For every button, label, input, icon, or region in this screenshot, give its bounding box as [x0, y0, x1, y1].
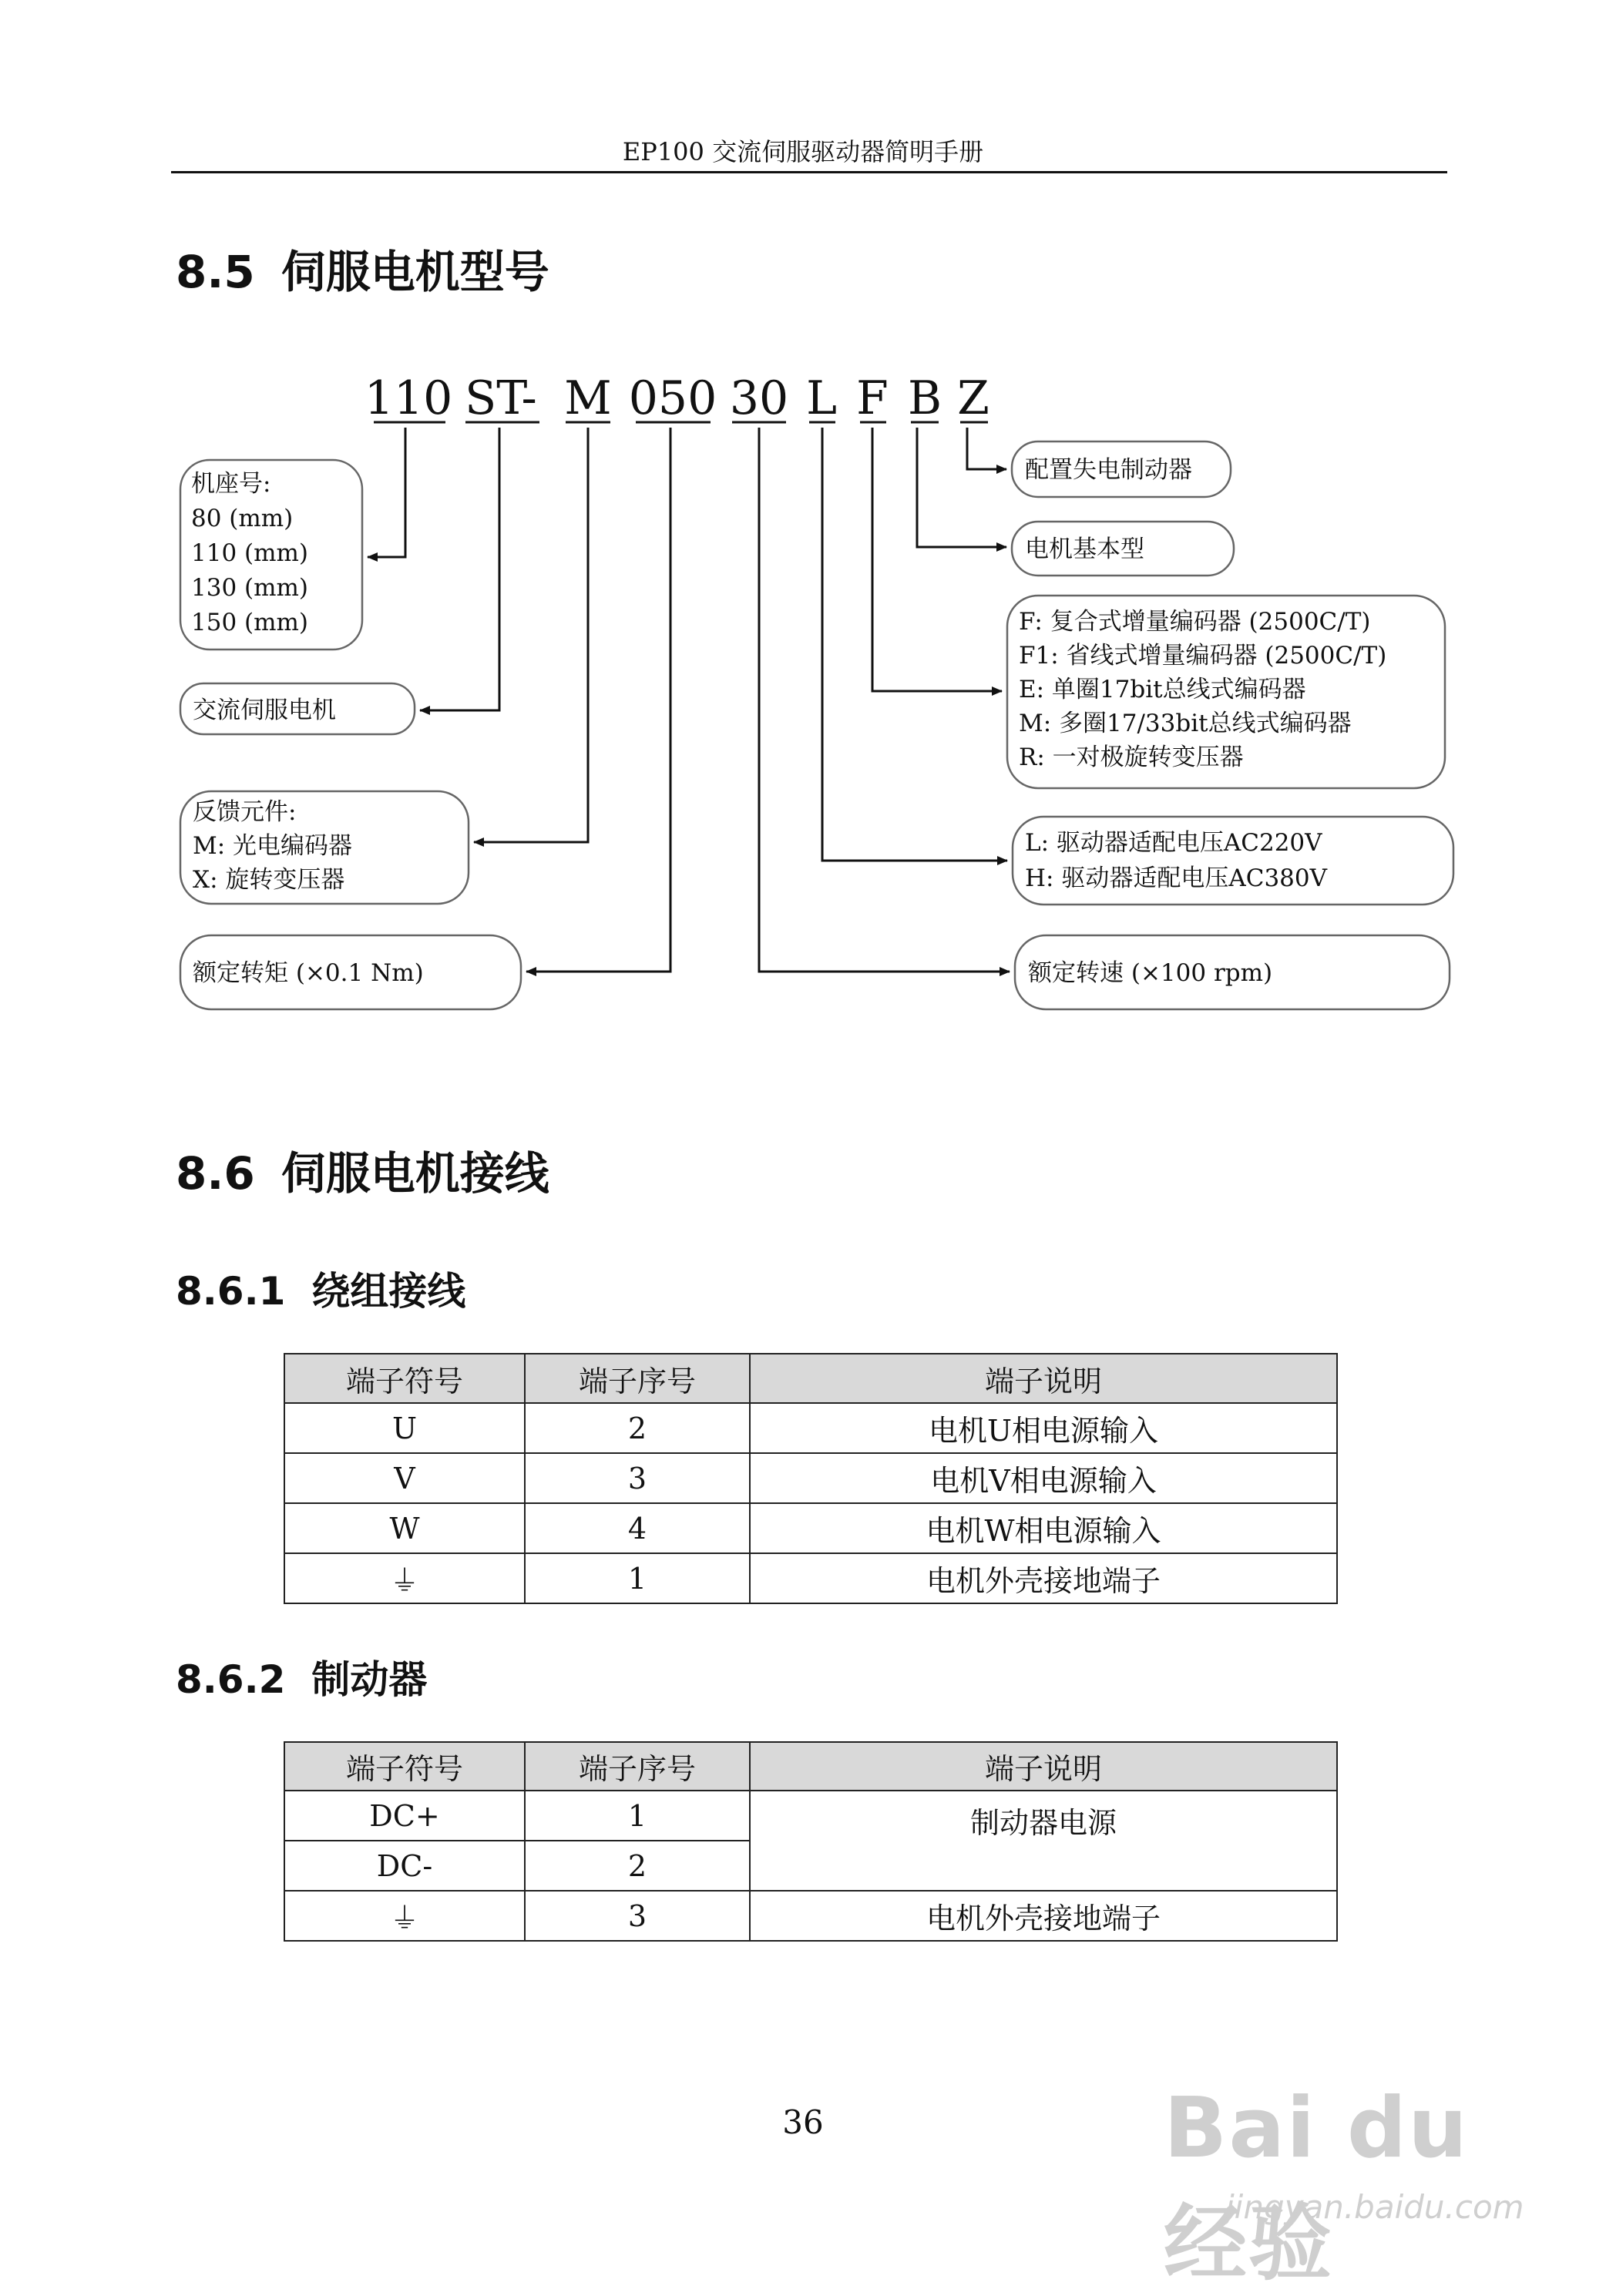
terminal-description: 电机W相电源输入	[750, 1503, 1337, 1553]
frame-box-line: 150 (mm)	[191, 609, 309, 636]
terminal-description: 电机外壳接地端子	[750, 1553, 1337, 1603]
voltage-box-line: H: 驱动器适配电压AC380V	[1025, 864, 1327, 892]
table-header-row	[284, 1354, 1337, 1403]
code-part-frame: 110	[364, 371, 453, 425]
ground-icon: ⏚	[284, 1553, 525, 1603]
frame-box-line: 机座号:	[191, 470, 271, 498]
voltage-box-line: L: 驱动器适配电压AC220V	[1025, 829, 1322, 857]
feedback-box-line: M: 光电编码器	[193, 832, 353, 860]
terminal-symbol: V	[284, 1453, 525, 1503]
table-row	[284, 1403, 1337, 1453]
baidu-watermark	[1164, 2080, 1526, 2292]
code-part-basic: B	[907, 371, 942, 425]
table-row	[284, 1891, 1337, 1941]
basic-box-line: 电机基本型	[1025, 535, 1144, 563]
code-part-brake: Z	[957, 371, 989, 425]
table-row	[284, 1503, 1337, 1553]
table-row	[284, 1791, 1337, 1841]
terminal-number: 3	[525, 1453, 750, 1503]
code-part-speed: 30	[729, 371, 789, 425]
brake-box-line: 配置失电制动器	[1025, 456, 1192, 484]
section-heading-8-6-2	[176, 1649, 427, 1704]
table-header-row	[284, 1742, 1337, 1791]
section-number: 8.5	[176, 246, 255, 298]
connector-encoder	[872, 428, 1002, 691]
table-row	[284, 1453, 1337, 1503]
code-part-type: ST-	[465, 371, 537, 425]
header-cell: 端子符号	[284, 1354, 525, 1403]
ground-icon: ⏚	[284, 1891, 525, 1941]
terminal-symbol: U	[284, 1403, 525, 1453]
watermark-url: jingyan.baidu.com	[1225, 2188, 1524, 2226]
terminal-description: 电机U相电源输入	[750, 1403, 1337, 1453]
brake-table	[284, 1741, 1338, 1942]
section-title: 绕组接线	[311, 1269, 466, 1314]
terminal-symbol: DC-	[284, 1841, 525, 1891]
connector-speed	[759, 428, 1010, 972]
connector-voltage	[822, 428, 1007, 861]
terminal-symbol: W	[284, 1503, 525, 1553]
feedback-box-line: X: 旋转变压器	[193, 866, 345, 894]
frame-box-line: 110 (mm)	[191, 539, 309, 567]
encoder-box-line: R: 一对极旋转变压器	[1019, 744, 1244, 771]
terminal-description: 电机V相电源输入	[750, 1453, 1337, 1503]
section-number: 8.6	[176, 1147, 255, 1200]
terminal-number: 4	[525, 1503, 750, 1553]
section-heading-8-6	[176, 1137, 549, 1202]
section-heading-8-6-1	[176, 1260, 465, 1316]
feedback-box-line: 反馈元件:	[193, 798, 297, 826]
code-part-encoder: F	[856, 371, 889, 425]
header-cell: 端子说明	[750, 1742, 1337, 1791]
header-cell: 端子说明	[750, 1354, 1337, 1403]
page-number: 36	[782, 2103, 824, 2141]
frame-box-line: 130 (mm)	[191, 574, 309, 602]
speed-box-line: 额定转速 (×100 rpm)	[1028, 959, 1273, 987]
header-cell: 端子序号	[525, 1354, 750, 1403]
terminal-symbol: DC+	[284, 1791, 525, 1841]
connector-feedback	[474, 428, 588, 842]
connector-brake	[967, 428, 1006, 469]
terminal-description: 电机外壳接地端子	[750, 1891, 1337, 1941]
frame-box-line: 80 (mm)	[191, 505, 294, 532]
connector-torque	[526, 428, 670, 972]
section-number: 8.6.2	[176, 1657, 286, 1702]
terminal-number: 1	[525, 1553, 750, 1603]
code-part-voltage: L	[806, 371, 837, 425]
header-cell: 端子序号	[525, 1742, 750, 1791]
running-header: EP100 交流伺服驱动器简明手册	[622, 137, 984, 166]
type-box-line: 交流伺服电机	[193, 697, 336, 724]
header-cell: 端子符号	[284, 1742, 525, 1791]
section-number: 8.6.1	[176, 1269, 286, 1314]
connector-frame	[368, 428, 405, 557]
terminal-number: 3	[525, 1891, 750, 1941]
section-title: 制动器	[311, 1657, 428, 1702]
torque-box-line: 额定转矩 (×0.1 Nm)	[193, 959, 424, 987]
connector-type	[420, 428, 499, 710]
terminal-number: 2	[525, 1841, 750, 1891]
table-row	[284, 1553, 1337, 1603]
section-title: 伺服电机型号	[281, 246, 549, 298]
encoder-box-line: E: 单圈17bit总线式编码器	[1019, 676, 1306, 703]
encoder-box-line: F: 复合式增量编码器 (2500C/T)	[1019, 608, 1371, 636]
code-part-torque: 050	[628, 371, 717, 425]
connector-basic	[917, 428, 1006, 547]
encoder-box-line: F1: 省线式增量编码器 (2500C/T)	[1019, 642, 1387, 670]
winding-table	[284, 1353, 1338, 1604]
terminal-number: 2	[525, 1403, 750, 1453]
code-part-feedback: M	[564, 371, 612, 425]
encoder-box-line: M: 多圈17/33bit总线式编码器	[1019, 710, 1352, 737]
terminal-number: 1	[525, 1791, 750, 1841]
model-code-diagram	[0, 0, 1606, 1048]
section-title: 伺服电机接线	[281, 1147, 549, 1200]
watermark-logo: Bai du 经验	[1164, 2080, 1470, 2292]
terminal-description: 制动器电源	[750, 1791, 1337, 1891]
